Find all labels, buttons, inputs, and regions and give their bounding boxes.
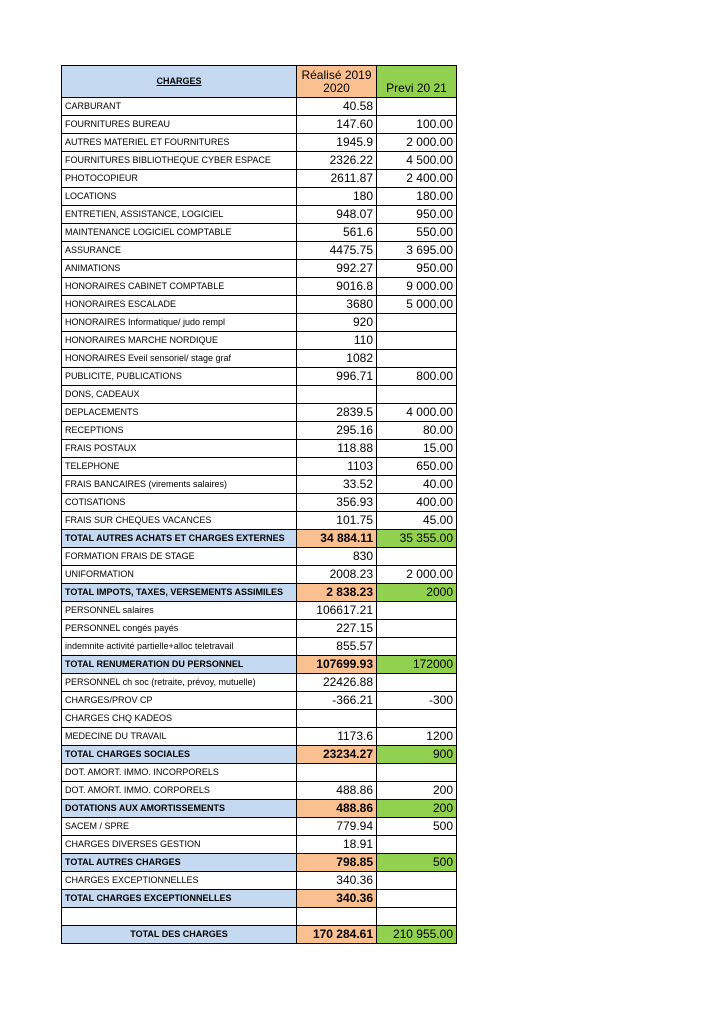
realise-value: 180 bbox=[297, 188, 377, 206]
previ-value bbox=[377, 872, 457, 890]
realise-value: 2 838.23 bbox=[297, 584, 377, 602]
previ-value bbox=[377, 620, 457, 638]
table-row bbox=[62, 404, 457, 422]
row-label: TOTAL AUTRES CHARGES bbox=[62, 854, 297, 872]
previ-value bbox=[377, 890, 457, 908]
previ-value: 950.00 bbox=[377, 260, 457, 278]
previ-value bbox=[377, 548, 457, 566]
grand-total-label: TOTAL DES CHARGES bbox=[62, 925, 297, 943]
table-row bbox=[62, 458, 457, 476]
realise-value: 4475.75 bbox=[297, 242, 377, 260]
spacer-cell bbox=[62, 908, 297, 926]
previ-value bbox=[377, 386, 457, 404]
spacer-row bbox=[62, 908, 457, 926]
row-label: FRAIS POSTAUX bbox=[62, 440, 297, 458]
table-row bbox=[62, 332, 457, 350]
row-label: HONORAIRES CABINET COMPTABLE bbox=[62, 278, 297, 296]
table-row bbox=[62, 170, 457, 188]
realise-value: 9016.8 bbox=[297, 278, 377, 296]
realise-value: 295.16 bbox=[297, 422, 377, 440]
table-row bbox=[62, 836, 457, 854]
table-row bbox=[62, 278, 457, 296]
realise-value: 996.71 bbox=[297, 368, 377, 386]
previ-value: 2 400.00 bbox=[377, 170, 457, 188]
row-label: LOCATIONS bbox=[62, 188, 297, 206]
previ-value: 4 000.00 bbox=[377, 404, 457, 422]
row-label: TOTAL CHARGES EXCEPTIONNELLES bbox=[62, 890, 297, 908]
realise-value: 1103 bbox=[297, 458, 377, 476]
table-row bbox=[62, 692, 457, 710]
previ-value: 100.00 bbox=[377, 116, 457, 134]
grand-total-row bbox=[62, 925, 457, 943]
previ-value: 500 bbox=[377, 818, 457, 836]
table-row bbox=[62, 512, 457, 530]
realise-value: 2326.22 bbox=[297, 152, 377, 170]
previ-value: 2000 bbox=[377, 584, 457, 602]
row-label: CHARGES CHQ KADEOS bbox=[62, 710, 297, 728]
table-row bbox=[62, 728, 457, 746]
row-label: PHOTOCOPIEUR bbox=[62, 170, 297, 188]
table-row bbox=[62, 242, 457, 260]
realise-value bbox=[297, 386, 377, 404]
row-label: indemnite activité partielle+alloc teletravail bbox=[62, 638, 297, 656]
realise-value: 2839.5 bbox=[297, 404, 377, 422]
row-label: FOURNITURES BUREAU bbox=[62, 116, 297, 134]
header-previ: Previ 20 21 bbox=[377, 66, 457, 98]
realise-value: 340.36 bbox=[297, 872, 377, 890]
realise-value: 34 884.11 bbox=[297, 530, 377, 548]
previ-value: 180.00 bbox=[377, 188, 457, 206]
realise-value: 830 bbox=[297, 548, 377, 566]
header-realise: Réalisé 2019 2020 bbox=[297, 66, 377, 98]
table-row bbox=[62, 260, 457, 278]
table-row bbox=[62, 818, 457, 836]
previ-value: -300 bbox=[377, 692, 457, 710]
row-label: TOTAL AUTRES ACHATS ET CHARGES EXTERNES bbox=[62, 530, 297, 548]
row-label: DONS, CADEAUX bbox=[62, 386, 297, 404]
realise-value: 992.27 bbox=[297, 260, 377, 278]
realise-value: 101.75 bbox=[297, 512, 377, 530]
previ-value bbox=[377, 836, 457, 854]
table-row bbox=[62, 566, 457, 584]
realise-value: 779.94 bbox=[297, 818, 377, 836]
previ-value bbox=[377, 350, 457, 368]
previ-value: 1200 bbox=[377, 728, 457, 746]
table-row bbox=[62, 620, 457, 638]
realise-value: 920 bbox=[297, 314, 377, 332]
row-label: HONORAIRES Eveil sensoriel/ stage graf bbox=[62, 350, 297, 368]
realise-value: 1082 bbox=[297, 350, 377, 368]
row-label: DOTATIONS AUX AMORTISSEMENTS bbox=[62, 800, 297, 818]
row-label: DEPLACEMENTS bbox=[62, 404, 297, 422]
table-row bbox=[62, 476, 457, 494]
previ-value bbox=[377, 602, 457, 620]
previ-value: 172000 bbox=[377, 656, 457, 674]
total-row bbox=[62, 800, 457, 818]
row-label: TOTAL IMPOTS, TAXES, VERSEMENTS ASSIMILES bbox=[62, 584, 297, 602]
table-row bbox=[62, 98, 457, 116]
charges-table bbox=[61, 65, 457, 944]
table-row bbox=[62, 152, 457, 170]
row-label: ANIMATIONS bbox=[62, 260, 297, 278]
row-label: RECEPTIONS bbox=[62, 422, 297, 440]
row-label: SACEM / SPRE bbox=[62, 818, 297, 836]
realise-value: 356.93 bbox=[297, 494, 377, 512]
realise-value: 561.6 bbox=[297, 224, 377, 242]
table-row bbox=[62, 206, 457, 224]
total-row bbox=[62, 530, 457, 548]
row-label: DOT. AMORT. IMMO. INCORPORELS bbox=[62, 764, 297, 782]
previ-value: 9 000.00 bbox=[377, 278, 457, 296]
previ-value: 4 500.00 bbox=[377, 152, 457, 170]
grand-total-realise: 170 284.61 bbox=[297, 925, 377, 943]
total-row bbox=[62, 584, 457, 602]
previ-value: 800.00 bbox=[377, 368, 457, 386]
realise-value bbox=[297, 710, 377, 728]
row-label: DOT. AMORT. IMMO. CORPORELS bbox=[62, 782, 297, 800]
previ-value: 900 bbox=[377, 746, 457, 764]
previ-value: 200 bbox=[377, 800, 457, 818]
row-label: PERSONNEL salaires bbox=[62, 602, 297, 620]
table-row bbox=[62, 494, 457, 512]
realise-value: 1945.9 bbox=[297, 134, 377, 152]
realise-value: 798.85 bbox=[297, 854, 377, 872]
realise-value: 147.60 bbox=[297, 116, 377, 134]
realise-value: 488.86 bbox=[297, 782, 377, 800]
row-label: MEDECINE DU TRAVAIL bbox=[62, 728, 297, 746]
previ-value: 3 695.00 bbox=[377, 242, 457, 260]
previ-value: 35 355.00 bbox=[377, 530, 457, 548]
row-label: PERSONNEL congés payés bbox=[62, 620, 297, 638]
row-label: HONORAIRES MARCHE NORDIQUE bbox=[62, 332, 297, 350]
realise-value: 110 bbox=[297, 332, 377, 350]
table-row bbox=[62, 710, 457, 728]
previ-value bbox=[377, 764, 457, 782]
row-label: HONORAIRES Informatique/ judo rempl bbox=[62, 314, 297, 332]
row-label: ENTRETIEN, ASSISTANCE, LOGICIEL bbox=[62, 206, 297, 224]
realise-value: 2611.87 bbox=[297, 170, 377, 188]
previ-value: 15.00 bbox=[377, 440, 457, 458]
table-row bbox=[62, 674, 457, 692]
realise-value: 107699.93 bbox=[297, 656, 377, 674]
spacer-cell bbox=[297, 908, 377, 926]
realise-value: 22426.88 bbox=[297, 674, 377, 692]
realise-value: 227.15 bbox=[297, 620, 377, 638]
table-row bbox=[62, 764, 457, 782]
previ-value bbox=[377, 332, 457, 350]
realise-value: 3680 bbox=[297, 296, 377, 314]
row-label: FOURNITURES BIBLIOTHEQUE CYBER ESPACE bbox=[62, 152, 297, 170]
realise-value: 33.52 bbox=[297, 476, 377, 494]
table-row bbox=[62, 296, 457, 314]
previ-value: 2 000.00 bbox=[377, 566, 457, 584]
table-row bbox=[62, 386, 457, 404]
table-row bbox=[62, 422, 457, 440]
row-label: FRAIS BANCAIRES (virements salaires) bbox=[62, 476, 297, 494]
realise-value: 340.36 bbox=[297, 890, 377, 908]
realise-value: 855.57 bbox=[297, 638, 377, 656]
row-label: PERSONNEL ch soc (retraite, prévoy, mutuelle) bbox=[62, 674, 297, 692]
header-charges: CHARGES bbox=[62, 66, 297, 98]
previ-value: 650.00 bbox=[377, 458, 457, 476]
realise-value: -366.21 bbox=[297, 692, 377, 710]
previ-value: 400.00 bbox=[377, 494, 457, 512]
previ-value bbox=[377, 710, 457, 728]
realise-value: 106617.21 bbox=[297, 602, 377, 620]
previ-value: 40.00 bbox=[377, 476, 457, 494]
table-row bbox=[62, 314, 457, 332]
previ-value bbox=[377, 638, 457, 656]
row-label: ASSURANCE bbox=[62, 242, 297, 260]
realise-value: 948.07 bbox=[297, 206, 377, 224]
previ-value bbox=[377, 674, 457, 692]
table-row bbox=[62, 872, 457, 890]
total-row bbox=[62, 656, 457, 674]
total-row bbox=[62, 854, 457, 872]
total-row bbox=[62, 746, 457, 764]
row-label: TOTAL RENUMERATION DU PERSONNEL bbox=[62, 656, 297, 674]
realise-value: 488.86 bbox=[297, 800, 377, 818]
row-label: CHARGES DIVERSES GESTION bbox=[62, 836, 297, 854]
table-row bbox=[62, 548, 457, 566]
table-row bbox=[62, 368, 457, 386]
row-label: AUTRES MATERIEL ET FOURNITURES bbox=[62, 134, 297, 152]
previ-value: 45.00 bbox=[377, 512, 457, 530]
row-label: UNIFORMATION bbox=[62, 566, 297, 584]
table-row bbox=[62, 440, 457, 458]
row-label: TELEPHONE bbox=[62, 458, 297, 476]
row-label: TOTAL CHARGES SOCIALES bbox=[62, 746, 297, 764]
row-label: CARBURANT bbox=[62, 98, 297, 116]
realise-value: 2008.23 bbox=[297, 566, 377, 584]
previ-value bbox=[377, 314, 457, 332]
table-row bbox=[62, 602, 457, 620]
row-label: FORMATION FRAIS DE STAGE bbox=[62, 548, 297, 566]
row-label: CHARGES EXCEPTIONNELLES bbox=[62, 872, 297, 890]
total-row bbox=[62, 890, 457, 908]
row-label: HONORAIRES ESCALADE bbox=[62, 296, 297, 314]
grand-total-previ: 210 955.00 bbox=[377, 925, 457, 943]
realise-value: 1173.6 bbox=[297, 728, 377, 746]
table-row bbox=[62, 188, 457, 206]
table-row bbox=[62, 782, 457, 800]
previ-value: 550.00 bbox=[377, 224, 457, 242]
table-row bbox=[62, 638, 457, 656]
realise-value: 118.88 bbox=[297, 440, 377, 458]
previ-value bbox=[377, 98, 457, 116]
table-row bbox=[62, 350, 457, 368]
row-label: MAINTENANCE LOGICIEL COMPTABLE bbox=[62, 224, 297, 242]
previ-value: 500 bbox=[377, 854, 457, 872]
previ-value: 200 bbox=[377, 782, 457, 800]
row-label: FRAIS SUR CHEQUES VACANCES bbox=[62, 512, 297, 530]
row-label: CHARGES/PROV CP bbox=[62, 692, 297, 710]
realise-value bbox=[297, 764, 377, 782]
header-row bbox=[62, 66, 457, 98]
spacer-cell bbox=[377, 908, 457, 926]
row-label: PUBLICITE, PUBLICATIONS bbox=[62, 368, 297, 386]
table-row bbox=[62, 116, 457, 134]
realise-value: 18.91 bbox=[297, 836, 377, 854]
previ-value: 950.00 bbox=[377, 206, 457, 224]
table-row bbox=[62, 224, 457, 242]
previ-value: 5 000.00 bbox=[377, 296, 457, 314]
previ-value: 2 000.00 bbox=[377, 134, 457, 152]
previ-value: 80.00 bbox=[377, 422, 457, 440]
table-row bbox=[62, 134, 457, 152]
realise-value: 40.58 bbox=[297, 98, 377, 116]
realise-value: 23234.27 bbox=[297, 746, 377, 764]
row-label: COTISATIONS bbox=[62, 494, 297, 512]
